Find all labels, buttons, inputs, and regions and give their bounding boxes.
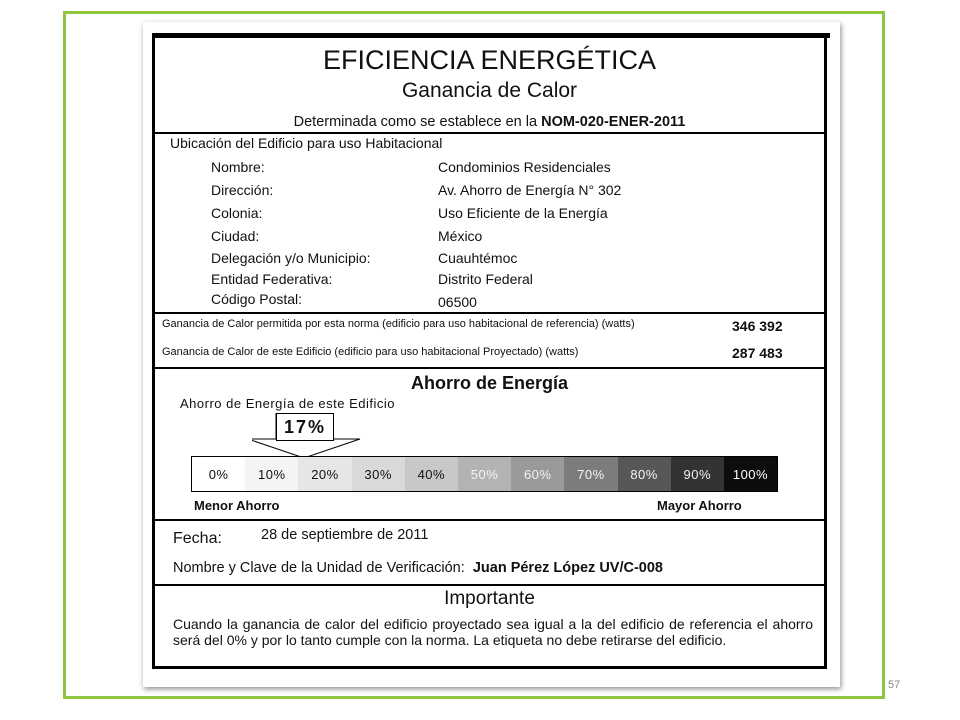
- field-value-ciudad: México: [438, 228, 483, 244]
- norm-code: NOM-020-ENER-2011: [541, 114, 686, 130]
- field-label-nombre: Nombre:: [211, 159, 265, 175]
- max-savings-label: Mayor Ahorro: [657, 498, 742, 513]
- scale-cell: 0%: [192, 457, 245, 491]
- divider: [155, 584, 824, 586]
- field-value-entidad: Distrito Federal: [438, 271, 533, 287]
- savings-scale: [191, 456, 778, 492]
- savings-subtitle: Ahorro de Energía de este Edificio: [180, 396, 396, 411]
- norm-prefix: Determinada como se establece en la: [293, 114, 542, 130]
- field-label-entidad: Entidad Federativa:: [211, 271, 333, 287]
- field-value-codigo-postal: 06500: [438, 294, 477, 310]
- divider: [155, 132, 824, 134]
- savings-title: Ahorro de Energía: [410, 373, 569, 393]
- scale-cell: 60%: [511, 457, 564, 491]
- field-label-codigo-postal: Código Postal:: [211, 291, 303, 307]
- scale-cell: 20%: [298, 457, 351, 491]
- projected-gain-value: 287 483: [732, 345, 783, 361]
- important-title: Importante: [444, 588, 535, 609]
- scale-cell: 70%: [564, 457, 617, 491]
- field-value-colonia: Uso Eficiente de la Energía: [438, 205, 608, 221]
- projected-gain-label: Ganancia de Calor de este Edificio (edificio para uso habitacional Proyectado) (watts): [162, 346, 579, 358]
- field-label-ciudad: Ciudad:: [211, 228, 260, 244]
- verification-value: Juan Pérez López UV/C-008: [472, 560, 663, 576]
- label-top-band: [152, 33, 830, 38]
- date-value: 28 de septiembre de 2011: [261, 527, 429, 543]
- divider: [155, 519, 824, 521]
- divider: [155, 367, 824, 369]
- field-label-colonia: Colonia:: [211, 205, 263, 221]
- location-heading: Ubicación del Edificio para uso Habitacional: [170, 135, 443, 151]
- field-label-municipio: Delegación y/o Municipio:: [211, 250, 371, 266]
- field-value-direccion: Av. Ahorro de Energía N° 302: [438, 182, 622, 198]
- important-text: Cuando la ganancia de calor del edificio proyectado sea igual a la del edificio de referencia el ahorro será del 0% y por lo tanto cumple con la norma. La etiqueta no debe retirarse del edificio.: [173, 616, 813, 648]
- field-value-nombre: Condominios Residenciales: [438, 159, 611, 175]
- scale-cell: 30%: [352, 457, 405, 491]
- verification-label: Nombre y Clave de la Unidad de Verificación:: [173, 560, 465, 576]
- min-savings-label: Menor Ahorro: [194, 498, 280, 513]
- scale-cell: 50%: [458, 457, 511, 491]
- field-label-direccion: Dirección:: [211, 182, 274, 198]
- scale-cell: 80%: [618, 457, 671, 491]
- scale-cell: 10%: [245, 457, 298, 491]
- scale-cell: 90%: [671, 457, 724, 491]
- energy-efficiency-label: [152, 33, 827, 669]
- divider: [155, 312, 824, 314]
- page-number: 57: [888, 679, 901, 691]
- permitted-gain-value: 346 392: [732, 318, 783, 334]
- scale-cell: 40%: [405, 457, 458, 491]
- field-value-municipio: Cuauhtémoc: [438, 250, 518, 266]
- verification-line: [173, 560, 663, 576]
- date-label: Fecha:: [173, 530, 222, 547]
- label-subtitle: Ganancia de Calor: [401, 79, 578, 102]
- savings-percent: 17%: [276, 413, 334, 441]
- norm-line: [155, 114, 824, 130]
- label-title: EFICIENCIA ENERGÉTICA: [322, 45, 657, 75]
- scale-cell: 100%: [724, 457, 777, 491]
- permitted-gain-label: Ganancia de Calor permitida por esta norma (edificio para uso habitacional de referencia) (watts): [162, 318, 635, 330]
